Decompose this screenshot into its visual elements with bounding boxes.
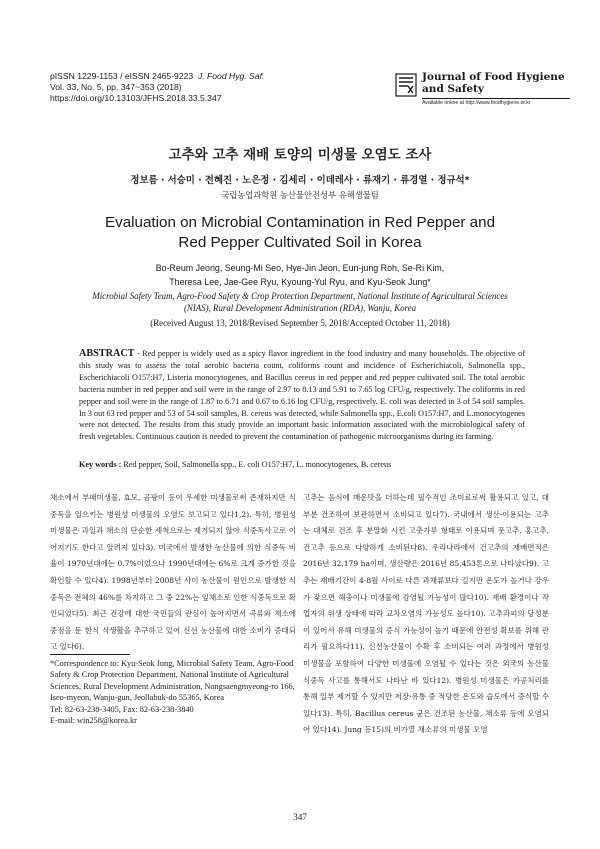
- journal-online-url[interactable]: Available online at http://www.foodhygiene.or.kr: [422, 100, 531, 106]
- keywords-label: Key words :: [79, 460, 122, 469]
- page-number: 347: [293, 812, 307, 822]
- journal-name: Journal of Food Hygiene and Safety: [422, 71, 565, 95]
- article-metadata: [50, 71, 264, 104]
- affiliation-english: Microbial Safety Team, Agro-Food Safety & Crop Protection Department, National Institute of Agricultural Sciences (NIAS), Rural Development Administration (RDA), Wanju, Korea: [92, 291, 508, 313]
- abstract: [79, 348, 525, 443]
- keywords-text: Red pepper, Soil, Salmonella spp., E. coli O157:H7, L. monocytogenes, B. cereus: [121, 460, 392, 469]
- journal-divider: [422, 98, 570, 99]
- authors-english: Bo-Reum Jeong, Seung-Mi Seo, Hye-Jin Jeon, Eun-jung Roh, Se-Ri Kim, Theresa Lee, Jae-Gee Ryu, Kyoung-Yul Ryu, and Kyu-Seok Jung*: [155, 263, 445, 287]
- issn: pISSN 1229-1153 / eISSN 2465-9223: [50, 71, 194, 81]
- authors-korean: 정보름 · 서승미 · 전혜진 · 노은정 · 김세리 · 이데레사 · 류재기 · 류경열 · 정규석*: [130, 175, 470, 186]
- affiliation-korean: 국립농업과학원 농산물안전성부 유해생물팀: [221, 190, 379, 200]
- abstract-heading: ABSTRACT: [79, 348, 135, 359]
- correspondence-footnote: [50, 658, 296, 726]
- journal-abbrev: J. Food Hyg. Saf.: [197, 71, 265, 81]
- title-korean: 고추와 고추 재배 토양의 미생물 오염도 조사: [168, 147, 432, 163]
- doi-link[interactable]: https://doi.org/10.13103/JFHS.2018.33.5.347: [50, 93, 222, 103]
- body-column-right: 고추는 음식에 매운맛을 더하는데 필수적인 조미료로써 활용되고 있고, 대부분 건조하여 보관하면서 소비되고 있다7). 국내에서 생산·이용되는 고추는 대체로 건조 후 분말화 시킨 고춧가루 형태로 이용되며 풋고추, 홍고추, 건고추 등으로 다양하게 소비된다8). 우리나라에서 건고추의 재배면적은 2016년 32,179 ha이며, 생산량은 2016년 85,453톤으로 나타났다9). 고추는 재배기간이 4-8월 사이로 다른 과채류보다 길지만 온도가 높거나 강우가 잦으면 해충이나 미생물에 감염될 가능성이 많다10). 재배 환경이나 작업자의 위생 상태에 따라 교차오염의 가능성도 높다10). 고추과피의 당성분이 있어서 유해 미생물의 증식 가능성이 높기 때문에 안전성 확보를 위해 관리가 필요하다11). 신선농산물이 수확 후 소비되는 여러 과정에서 병원성 미생물을 포함하여 다양한 미생물에 오염될 수 있다는 것은 외국의 농산물 식중독 사고를 통해서도 나타난 바 있다12). 병원성 미생물은 가공처리를 통해 일부 제거할 수 있지만 저장·유통 중 적당한 온도와 습도에서 증식할 수 있다13). 특히, Bacillus cereus 균은 건조된 농산물, 채소류 등에 오염되어 있다14). Jung 등15)의 비가열 채소류의 미생물 오염: [303, 493, 549, 735]
- correspondence-address: *Correspondence to: Kyu-Seok Jung, Microbial Safety Team, Agro-Food Safety & Crop Protection Department, National Institute of Agricultural Sciences, Rural Development Administration, Nongsaengmyeong-ro 166, Iseo-myeon, Wanju-gun, Jeollabuk-do 55365, Korea: [50, 659, 295, 703]
- abstract-text: - Red pepper is widely used as a spicy flavor ingredient in the food industry and many households. The objective of this study was to assess the total aerobic bacteria count, coliforms count and incidence of Escherichiacoli, Salmonella spp., Escherichiacoli O157:H7, Listeria monocytogenes, and Bacillus cereus in red pepper and red pepper cultivated soil. The total aerobic bacteria number in red pepper and soil were in the range of 2.97 to 8.13 and 5.91 to 7.65 log CFU/g, respectively. The coliforms in red pepper and soil were in the range of 1.87 to 6.71 and 0.67 to 6.16 log CFU/g, respectively. E. coli was detected in 3 of 54 soil samples. In 3 out 63 red pepper and 53 of 54 soil samples, B. cereus was detected, while Salmonella spp., E.coli O157:H7, and L.monocytogenes were not detected. The results from this study provide an important basic information associated with the microbiological safety of fresh vegetables. Continuous caution is needed to prevent the contamination of pathogenic microorganisms during its farming.: [79, 349, 525, 442]
- correspondence-email[interactable]: E-mail: win258@korea.kr: [50, 716, 137, 726]
- volume-line: Vol. 33, No. 5, pp. 347~353 (2018): [50, 82, 182, 92]
- footnote-divider: [50, 654, 130, 655]
- keywords: [79, 459, 525, 470]
- title-english: Evaluation on Microbial Contamination in Red Pepper and Red Pepper Cultivated Soil in Korea: [104, 214, 496, 251]
- body-column-left: 채소에서 부패미생물, 효모, 곰팡이 등이 우세한 미생물로써 존재하지만 식중독을 일으키는 병원성 미생물의 오염도 보고되고 있다1,2). 특히, 병원성 미생물은 과일과 채소의 단순한 세척으로는 제거되지 않아 식중독사고로 이어지기도 한다고 알려져 있다3). 미국에서 발생한 농산물에 의한 식중독 비율이 1970년대에는 0.7%이었으나 1990년대에는 6%로 크게 증가한 것을 확인할 수 있다4). 1998년부터 2008년 사이 농산물이 원인으로 발생한 식중독은 전체의 46%를 차지하고 그 중 22%는 잎채소로 인한 식중독으로 확인되었다5). 최근 건강에 대한 국민들의 관심이 높아지면서 곡류와 채소에 중점을 둔 한식 식생활을 추구하고 있어 신선 농산물에 대한 소비가 증대되고 있다6).: [50, 493, 296, 652]
- received-dates: (Received August 13, 2018/Revised September 5, 2018/Accepted October 11, 2018): [150, 318, 450, 328]
- correspondence-phone: Tel: 82-63-238-3405, Fax: 82-63-238-3840: [50, 704, 194, 714]
- journal-badge: [395, 70, 570, 112]
- journal-logo-icon: [395, 73, 417, 97]
